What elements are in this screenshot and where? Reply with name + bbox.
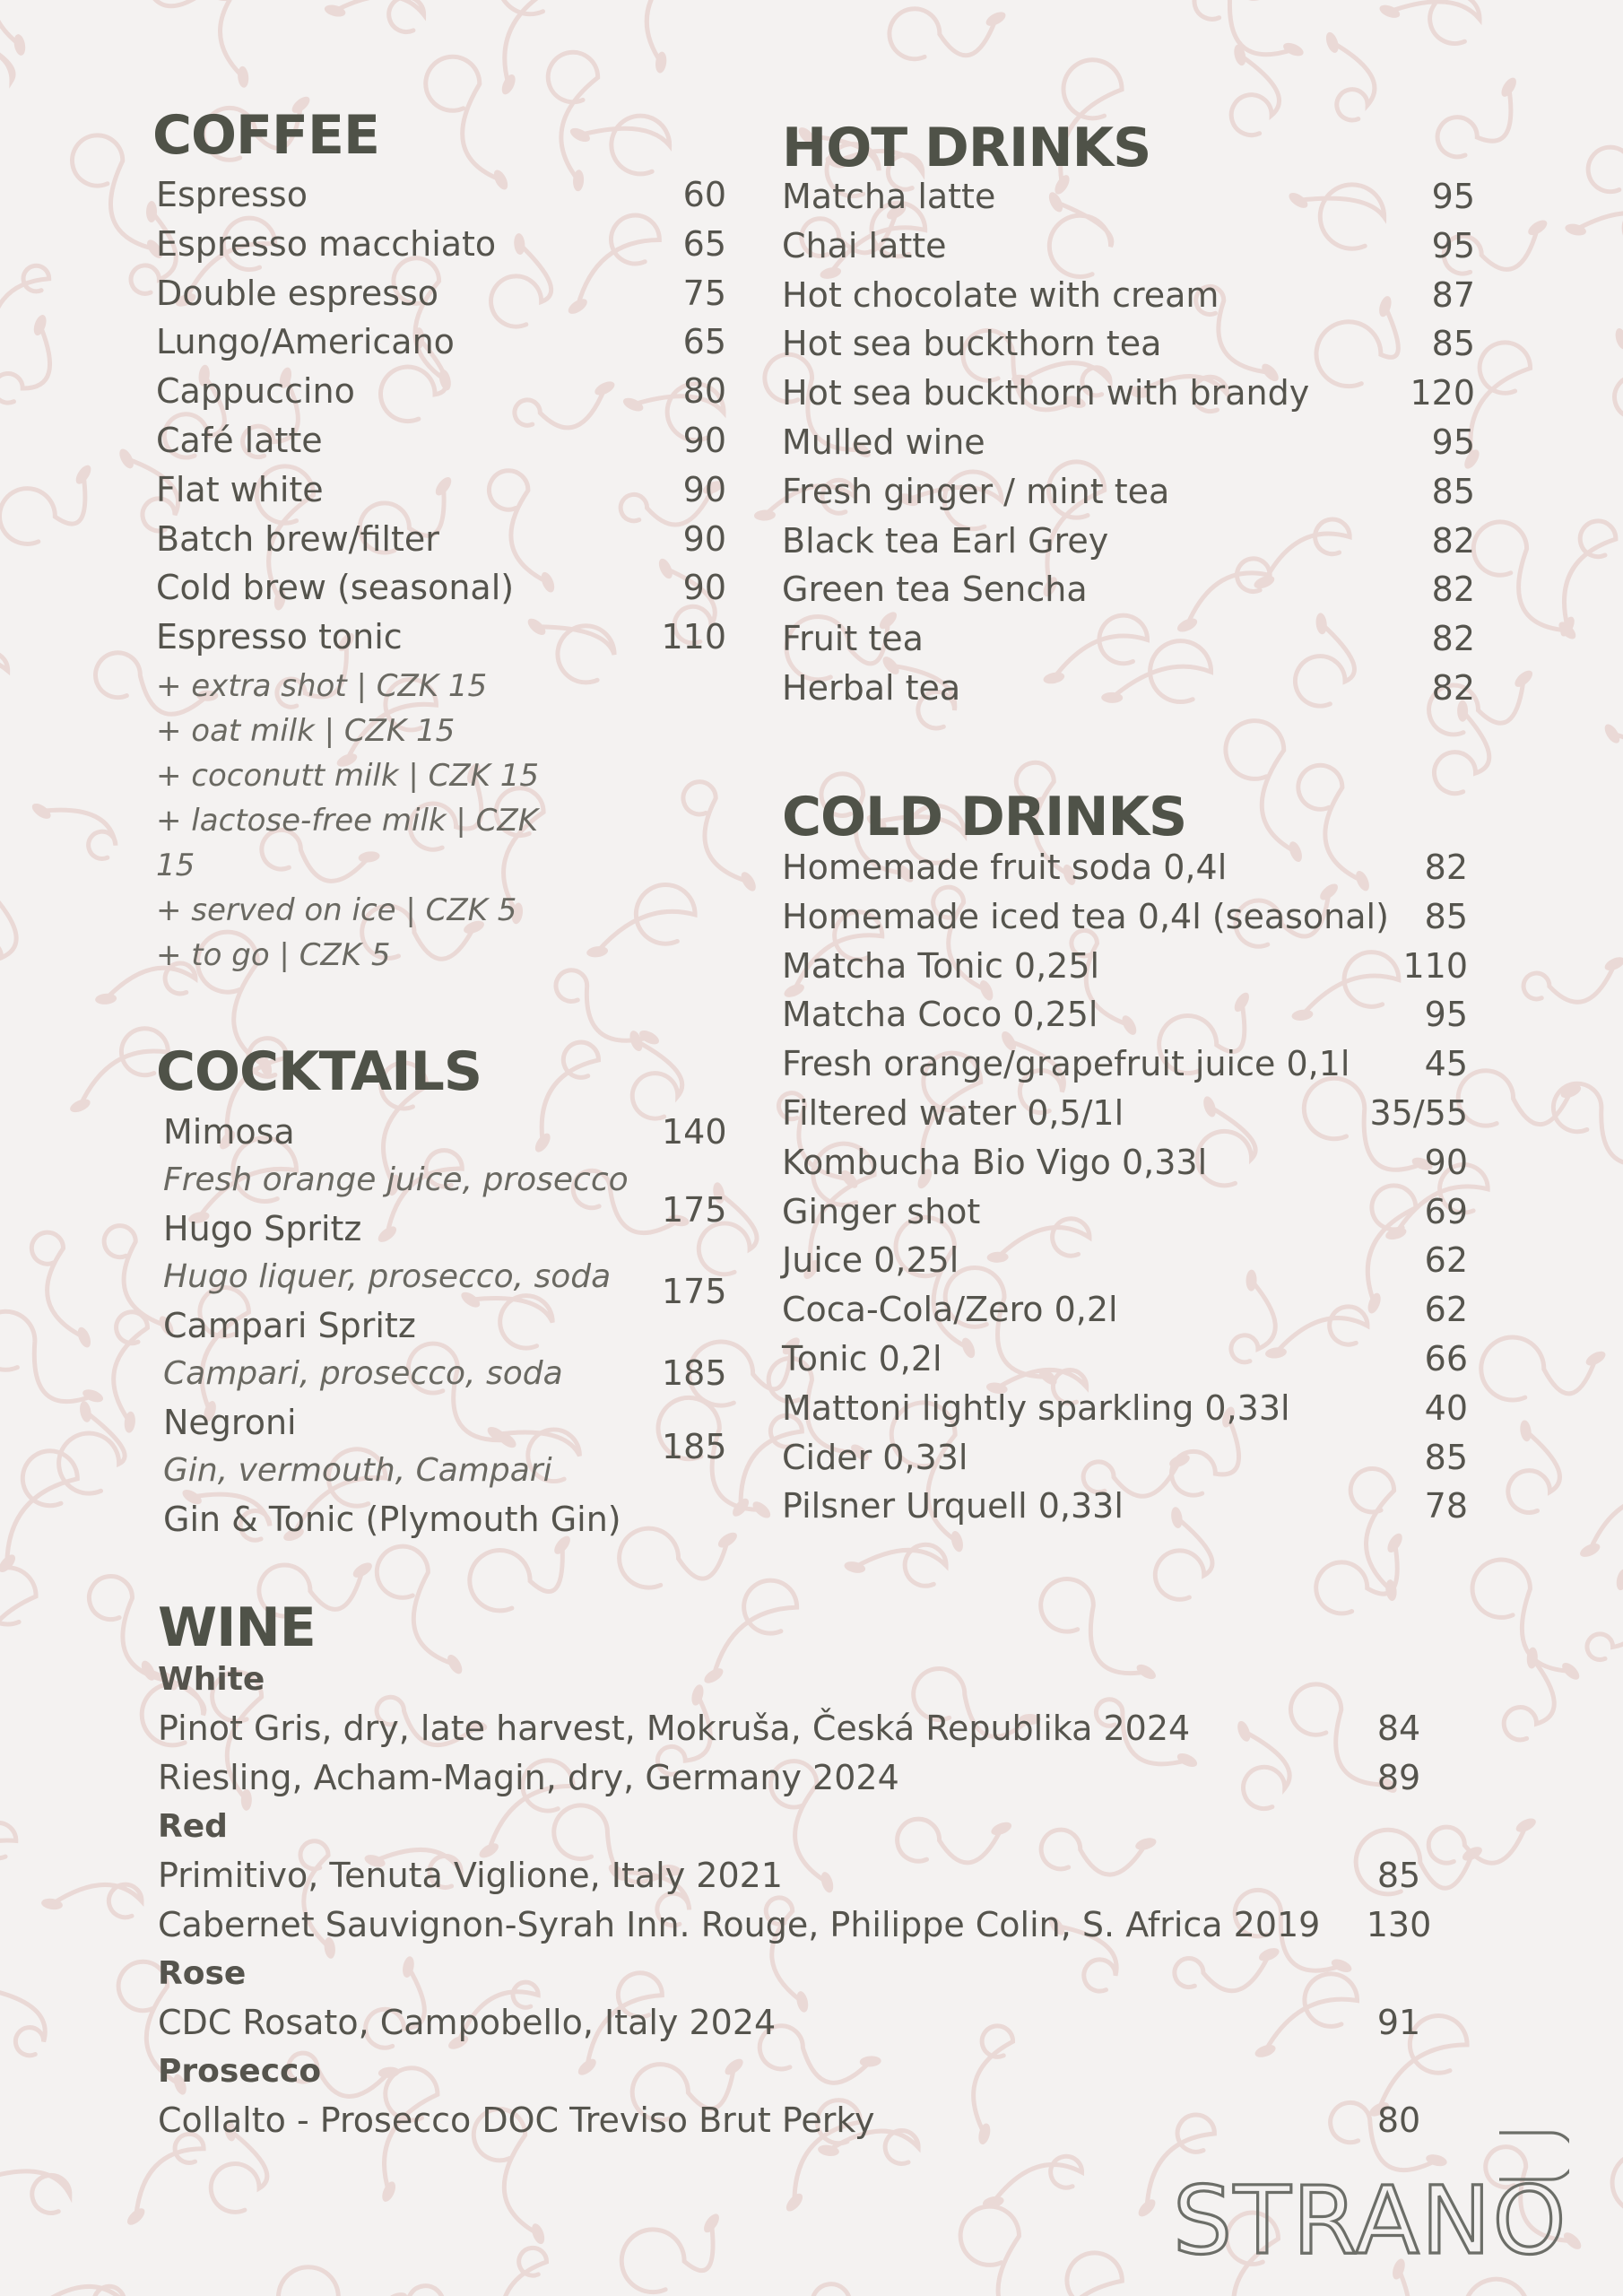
item-name: Herbal tea	[782, 667, 961, 708]
swirl-ornament	[87, 0, 204, 6]
swirl-ornament	[0, 265, 49, 352]
swirl-ornament	[335, 0, 424, 32]
item-price: 90	[682, 568, 726, 608]
swirl-ornament	[35, 2286, 125, 2296]
swirl-ornament	[0, 892, 16, 975]
item-price: 45	[1424, 1044, 1468, 1084]
cocktail-description: Campari, prosecco, soda	[163, 1355, 563, 1392]
cocktails-list	[163, 1107, 730, 1544]
swirl-ornament	[1472, 1560, 1571, 1671]
menu-item	[782, 271, 1475, 320]
item-name: Espresso tonic	[156, 617, 403, 657]
menu-item	[782, 942, 1468, 991]
swirl-ornament	[0, 326, 50, 403]
leaf-ornament	[1578, 1541, 1602, 1560]
swirl-ornament	[0, 1568, 36, 1694]
menu-item	[156, 563, 726, 613]
wine-name: Pinot Gris, dry, late harvest, Mokruša, Česká Republika 2024	[158, 1709, 1191, 1748]
leaf-ornament	[1613, 326, 1623, 350]
leaf-ornament	[1281, 40, 1306, 58]
menu-item	[782, 517, 1475, 566]
swirl-ornament	[0, 1311, 93, 1401]
swirl-ornament	[1390, 0, 1480, 44]
wine-name: Primitivo, Tenuta Viglione, Italy 2021	[158, 1856, 783, 1895]
item-price: 62	[1424, 1290, 1468, 1330]
swirl-ornament	[556, 970, 649, 1040]
leaf-ornament	[117, 447, 136, 471]
menu-item	[782, 990, 1468, 1039]
item-name: Espresso macchiato	[156, 223, 497, 264]
item-price: 75	[682, 273, 726, 313]
menu-item	[782, 172, 1475, 222]
swirl-ornament	[114, 1312, 148, 1422]
item-name: Matcha latte	[782, 177, 996, 216]
wine-item	[158, 1753, 1453, 1803]
menu-item	[782, 1089, 1468, 1138]
menu-item	[156, 317, 726, 367]
swirl-ornament	[0, 652, 8, 689]
swirl-ornament	[1564, 521, 1615, 627]
wine-category-label: White	[158, 1661, 265, 1698]
swirl-ornament	[0, 1989, 45, 2056]
item-price: 110	[661, 617, 726, 657]
menu-item	[782, 892, 1468, 942]
item-price: 85	[1424, 896, 1468, 936]
item-name: Black tea Earl Grey	[782, 520, 1109, 561]
menu-item	[156, 515, 726, 564]
item-name: Green tea Sencha	[782, 570, 1088, 610]
menu-item	[782, 1187, 1468, 1237]
item-price: 90	[1424, 1142, 1468, 1182]
swirl-ornament	[1612, 2152, 1623, 2231]
wine-category-label: Prosecco	[158, 2053, 322, 2090]
menu-item	[782, 1039, 1468, 1089]
swirl-ornament	[1332, 42, 1375, 120]
wine-name: Cabernet Sauvignon-Syrah Inn. Rouge, Philippe Colin, S. Africa 2019	[158, 1905, 1321, 1944]
item-name: Homemade iced tea 0,4l (seasonal)	[782, 896, 1389, 936]
leaf-ornament	[1377, 3, 1402, 21]
menu-item	[782, 1138, 1468, 1187]
item-price: 60	[682, 175, 726, 214]
swirl-ornament	[0, 1822, 16, 1901]
swirl-ornament	[1612, 734, 1623, 803]
menu-item	[782, 565, 1475, 614]
item-price: 65	[682, 322, 726, 362]
wine-name: CDC Rosato, Campobello, Italy 2024	[158, 2003, 777, 2042]
cocktail-description: Fresh orange juice, prosecco	[163, 1161, 629, 1198]
item-price: 62	[1424, 1240, 1468, 1281]
hot-drinks-list	[782, 172, 1475, 713]
item-name: Café latte	[156, 420, 323, 460]
item-name: Batch brew/filter	[156, 518, 439, 559]
leaf-ornament	[1519, 1420, 1532, 1442]
extra-note: + oat milk | CZK 15	[156, 712, 456, 749]
item-name: Double espresso	[156, 273, 439, 313]
leaf-ornament	[949, 1530, 965, 1553]
menu-item	[156, 220, 726, 269]
item-name: Matcha Coco 0,25l	[782, 995, 1098, 1035]
extra-note: + coconutt milk | CZK 15	[156, 757, 540, 794]
leaf-ornament	[1324, 30, 1341, 55]
item-name: Ginger shot	[782, 1191, 981, 1231]
item-name: Tonic 0,2l	[782, 1338, 942, 1378]
swirl-ornament	[7, 1451, 77, 1563]
menu-item	[156, 367, 726, 416]
cocktail-name: Negroni	[163, 1403, 297, 1442]
strano-logo	[1166, 2126, 1569, 2269]
cocktail-name: Campari Spritz	[163, 1306, 416, 1345]
item-price: 82	[1431, 619, 1475, 659]
item-name: Lungo/Americano	[156, 322, 455, 362]
menu-item	[782, 222, 1475, 271]
wine-list	[158, 1656, 1453, 2145]
cold-drinks-list	[782, 843, 1468, 1531]
extra-note: + lactose-free milk | CZK	[156, 802, 538, 839]
wine-price: 84	[1376, 1709, 1421, 1748]
cocktail-name: Mimosa	[163, 1112, 295, 1152]
item-name: Homemade fruit soda 0,4l	[782, 848, 1228, 887]
leaf-ornament	[31, 313, 48, 337]
menu-item	[156, 465, 726, 515]
item-name: Cappuccino	[156, 371, 355, 412]
extra-note: + to go | CZK 5	[156, 936, 391, 973]
hot-drinks-heading: HOT DRINKS	[782, 117, 1151, 179]
swirl-ornament	[1464, 2279, 1534, 2296]
wine-price: 89	[1376, 1758, 1421, 1797]
item-price: 87	[1431, 274, 1475, 315]
leaf-ornament	[385, 2290, 409, 2296]
item-price: 78	[1424, 1486, 1468, 1526]
item-name: Hot sea buckthorn with brandy	[782, 373, 1310, 413]
item-price: 82	[1431, 667, 1475, 708]
coffee-list	[156, 170, 726, 662]
swirl-ornament	[278, 2267, 396, 2296]
coffee-heading: COFFEE	[152, 104, 379, 167]
cocktail-price: 175	[662, 1272, 727, 1311]
wine-price: 80	[1376, 2100, 1421, 2140]
swirl-ornament	[1473, 522, 1567, 631]
item-price: 66	[1424, 1338, 1468, 1378]
item-price: 120	[1410, 373, 1475, 413]
menu-item	[782, 1236, 1468, 1285]
leaf-ornament	[1244, 0, 1266, 2]
cocktail-price: 185	[662, 1353, 727, 1393]
swirl-ornament	[31, 1232, 84, 1337]
item-name: Espresso	[156, 175, 308, 214]
item-name: Cold brew (seasonal)	[156, 568, 515, 608]
menu-item	[156, 416, 726, 465]
item-price: 69	[1424, 1191, 1468, 1231]
item-name: Coca-Cola/Zero 0,2l	[782, 1290, 1118, 1330]
cocktail-price: 185	[662, 1427, 727, 1466]
item-name: Filtered water 0,5/1l	[782, 1092, 1124, 1133]
menu-item	[782, 1482, 1468, 1531]
swirl-ornament	[80, 1029, 168, 1106]
item-name: Chai latte	[782, 225, 947, 265]
item-name: Hot sea buckthorn tea	[782, 324, 1162, 364]
item-name: Cider 0,33l	[782, 1437, 968, 1477]
leaf-ornament	[1584, 1349, 1608, 1369]
item-price: 95	[1431, 422, 1475, 462]
swirl-ornament	[73, 135, 155, 249]
item-name: Fresh orange/grapefruit juice 0,1l	[782, 1044, 1350, 1084]
wine-heading: WINE	[158, 1596, 316, 1659]
swirl-ornament	[960, 2206, 1033, 2296]
item-name: Mattoni lightly sparkling 0,33l	[782, 1387, 1290, 1428]
coffee-section	[151, 104, 726, 978]
swirl-ornament	[1048, 2253, 1122, 2296]
item-price: 95	[1431, 225, 1475, 265]
cocktail-price: 175	[662, 1190, 727, 1230]
item-price: 85	[1431, 471, 1475, 511]
item-price: 82	[1431, 520, 1475, 561]
item-price: 65	[682, 223, 726, 264]
menu-item	[156, 269, 726, 318]
cocktail-name: Gin & Tonic (Plymouth Gin)	[163, 1500, 621, 1539]
menu-item	[156, 170, 726, 220]
extra-note: + served on ice | CZK 5	[156, 891, 517, 928]
swirl-ornament	[1481, 1337, 1596, 1400]
menu-item	[782, 418, 1475, 467]
swirl-ornament	[1615, 339, 1623, 418]
cocktails-section	[156, 1040, 730, 1544]
swirl-ornament	[136, 2134, 204, 2216]
swirl-ornament	[890, 9, 996, 59]
item-price: 95	[1431, 177, 1475, 216]
menu-item	[156, 613, 726, 662]
cocktail-name: Hugo Spritz	[163, 1209, 362, 1248]
leaf-ornament	[379, 2179, 398, 2204]
wine-name: Collalto - Prosecco DOC Treviso Brut Perky	[158, 2100, 875, 2140]
item-name: Mulled wine	[782, 422, 985, 462]
swirl-ornament	[0, 474, 85, 544]
extra-note: 15	[156, 847, 195, 883]
item-price: 85	[1424, 1437, 1468, 1477]
item-price: 40	[1424, 1387, 1468, 1428]
extra-note: + extra shot | CZK 15	[156, 667, 488, 704]
swirl-ornament	[1471, 343, 1531, 459]
menu-item	[782, 843, 1468, 892]
wine-price: 91	[1376, 2003, 1421, 2042]
leaf-ornament	[984, 9, 1008, 29]
leaf-ornament	[529, 2222, 547, 2246]
menu-item	[782, 1384, 1468, 1433]
item-price: 90	[682, 469, 726, 509]
swirl-ornament	[994, 2156, 1082, 2202]
swirl-ornament	[0, 2171, 70, 2213]
swirl-ornament	[1504, 1658, 1554, 1740]
leaf-ornament	[95, 993, 117, 1005]
swirl-ornament	[855, 1544, 946, 1586]
leaf-ornament	[75, 1326, 93, 1350]
swirl-ornament	[199, 0, 251, 77]
wine-category-label: Rose	[158, 1955, 247, 1992]
wine-item	[158, 1998, 1453, 2048]
menu-item	[782, 664, 1475, 713]
wine-item	[158, 1704, 1453, 1753]
menu-item	[782, 1285, 1468, 1335]
menu-item	[782, 614, 1475, 664]
logo-wordmark: STRANO	[1173, 2166, 1568, 2269]
swirl-ornament	[41, 810, 116, 858]
item-price: 80	[682, 371, 726, 412]
swirl-ornament	[1587, 1579, 1623, 1659]
swirl-ornament	[0, 33, 13, 109]
swirl-ornament	[1590, 1476, 1623, 1551]
swirl-ornament	[402, 2286, 444, 2296]
item-name: Fruit tea	[782, 619, 924, 659]
wine-price: 85	[1376, 1856, 1421, 1895]
item-price: 110	[1402, 945, 1468, 986]
item-name: Fresh ginger / mint tea	[782, 471, 1170, 511]
item-price: 95	[1424, 995, 1468, 1035]
item-name: Pilsner Urquell 0,33l	[782, 1486, 1124, 1526]
cocktails-heading: COCKTAILS	[156, 1040, 482, 1103]
cocktail-description: Gin, vermouth, Campari	[163, 1452, 552, 1489]
leaf-ornament	[237, 65, 249, 88]
cocktail-description: Hugo liquer, prosecco, soda	[163, 1258, 612, 1295]
swirl-ornament	[785, 2284, 850, 2296]
swirl-ornament	[1194, 0, 1293, 55]
wine-item	[158, 1851, 1453, 1900]
leaf-ornament	[499, 73, 518, 97]
menu-item	[782, 1335, 1468, 1384]
leaf-ornament	[0, 1552, 18, 1575]
swirl-ornament	[621, 2223, 713, 2292]
leaf-ornament	[78, 1400, 92, 1423]
item-price: 85	[1431, 324, 1475, 364]
cold-drinks-section	[782, 786, 1468, 1531]
leaf-ornament	[13, 33, 27, 57]
item-price: 82	[1424, 848, 1468, 887]
item-name: Juice 0,25l	[782, 1240, 959, 1281]
swirl-ornament	[1508, 1431, 1560, 1512]
leaf-ornament	[738, 870, 759, 894]
item-price: 90	[682, 518, 726, 559]
wine-name: Riesling, Acham-Magin, dry, Germany 2024	[158, 1758, 899, 1797]
hot-drinks-section	[782, 117, 1475, 713]
menu-item	[782, 467, 1475, 517]
menu-item	[782, 369, 1475, 418]
cocktail-price: 140	[662, 1112, 727, 1152]
leaf-ornament	[1514, 1815, 1538, 1834]
swirl-ornament	[1523, 964, 1615, 1003]
item-price: 90	[682, 420, 726, 460]
menu-item	[782, 319, 1475, 369]
item-price: 82	[1431, 570, 1475, 610]
leaf-ornament	[68, 1096, 92, 1115]
wine-category-label: Red	[158, 1808, 228, 1845]
item-name: Matcha Tonic 0,25l	[782, 945, 1100, 986]
wine-price: 130	[1366, 1905, 1432, 1944]
item-price: 35/55	[1369, 1092, 1468, 1133]
menu-item	[782, 1433, 1468, 1483]
cold-drinks-heading: COLD DRINKS	[782, 786, 1187, 848]
swirl-ornament	[1435, 711, 1489, 794]
leaf-ornament	[1615, 1568, 1623, 1591]
wine-item	[158, 1900, 1453, 1950]
item-name: Kombucha Bio Vigo 0,33l	[782, 1142, 1208, 1182]
swirl-ornament	[52, 1884, 142, 1918]
wine-section	[158, 1596, 1453, 2145]
swirl-ornament	[499, 0, 562, 84]
item-name: Hot chocolate with cream	[782, 274, 1219, 315]
coffee-extras	[156, 664, 551, 978]
item-name: Flat white	[156, 469, 324, 509]
swirl-ornament	[501, 2248, 546, 2296]
